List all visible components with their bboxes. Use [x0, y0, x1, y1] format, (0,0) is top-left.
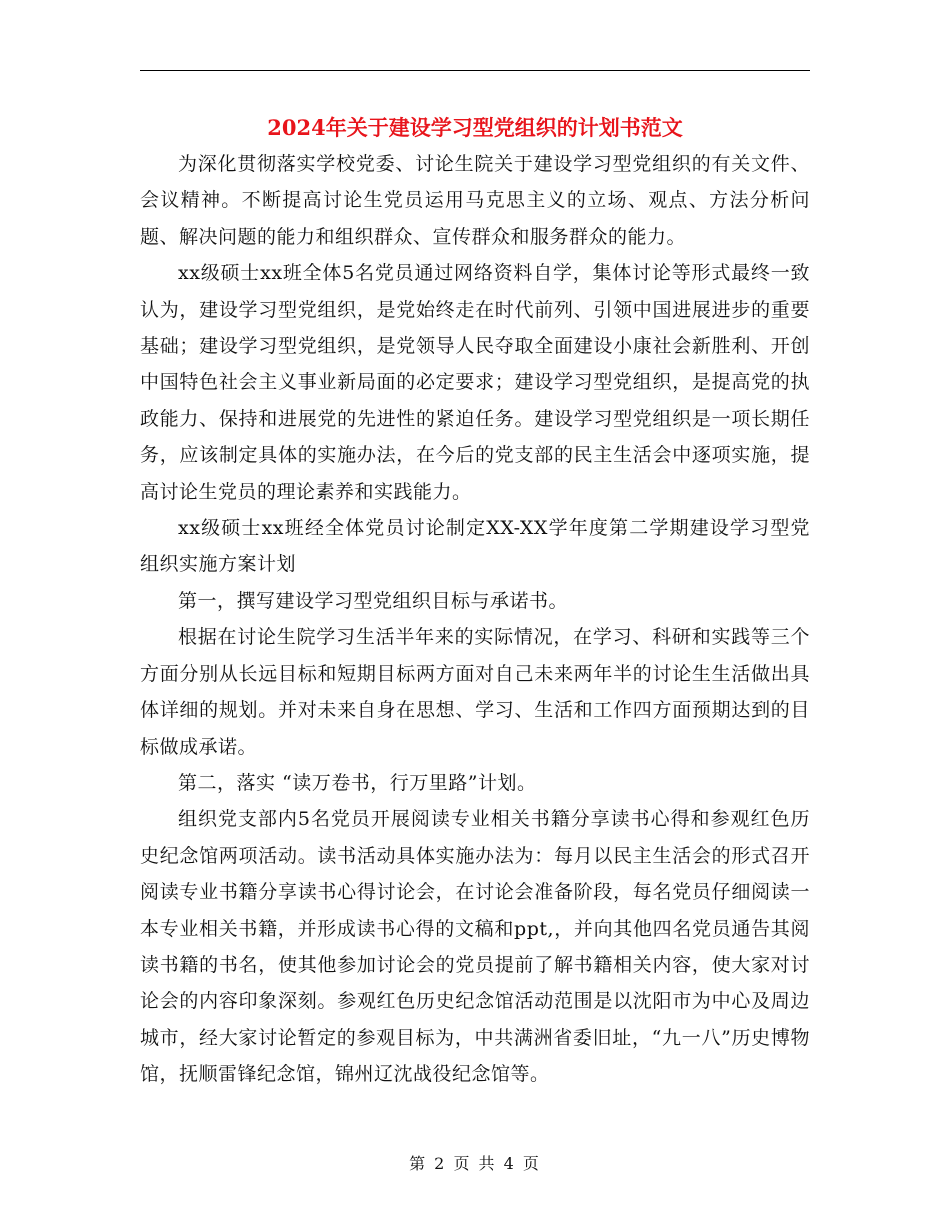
document-title: 2024年关于建设学习型党组织的计划书范文 — [267, 115, 683, 140]
paragraph-consensus: xx级硕士xx班全体5名党员通过网络资料自学，集体讨论等形式最终一致认为，建设学习型党组织，是党始终走在时代前列、引领中国进展进步的重要基础；建设学习型党组织，是党领导人民夺取全面建设小康社会新胜利、开创中国特色社会主义事业新局面的必定要求；建设学习型党组织，是提高党的执政能力、保持和进展党的先进性的紧迫任务。建设学习型党组织是一项长期任务，应该制定具体的实施办法，在今后的党支部的民主生活会中逐项实施，提高讨论生党员的理论素养和实践能力。 — [140, 262, 810, 503]
header-rule — [140, 70, 810, 71]
paragraph-intro: 为深化贯彻落实学校党委、讨论生院关于建设学习型党组织的有关文件、会议精神。不断提高讨论生党员运用马克思主义的立场、观点、方法分析问题、解决问题的能力和组织群众、宣传群众和服务群众的能力。 — [140, 153, 810, 248]
paragraph-item-one-detail: 根据在讨论生院学习生活半年来的实际情况，在学习、科研和实践等三个方面分别从长远目标和短期目标两方面对自己未来两年半的讨论生生活做出具体详细的规划。并对未来自身在思想、学习、生活和工作四方面预期达到的目标做成承诺。 — [140, 626, 810, 758]
page-number-footer: 第 2 页 共 4 页 — [409, 1154, 541, 1173]
paragraph-item-one: 第一，撰写建设学习型党组织目标与承诺书。 — [178, 589, 569, 612]
document-body — [140, 146, 810, 1093]
paragraph-item-two-detail: 组织党支部内5名党员开展阅读专业相关书籍分享读书心得和参观红色历史纪念馆两项活动。读书活动具体实施办法为：每月以民主生活会的形式召开阅读专业书籍分享读书心得讨论会，在讨论会准备阶段，每名党员仔细阅读一本专业相关书籍，并形成读书心得的文稿和ppt,，并向其他四名党员通告其阅读书籍的书名，使其他参加讨论会的党员提前了解书籍相关内容，使大家对讨论会的内容印象深刻。参观红色历史纪念馆活动范围是以沈阳市为中心及周边城市，经大家讨论暂定的参观目标为，中共满洲省委旧址，“九一八”历史博物馆，抚顺雷锋纪念馆，锦州辽沈战役纪念馆等。 — [140, 808, 810, 1086]
paragraph-plan-heading: xx级硕士xx班经全体党员讨论制定XX-XX学年度第二学期建设学习型党组织实施方案计划 — [140, 517, 810, 576]
paragraph-item-two: 第二，落实 “读万卷书，行万里路”计划。 — [178, 771, 537, 794]
